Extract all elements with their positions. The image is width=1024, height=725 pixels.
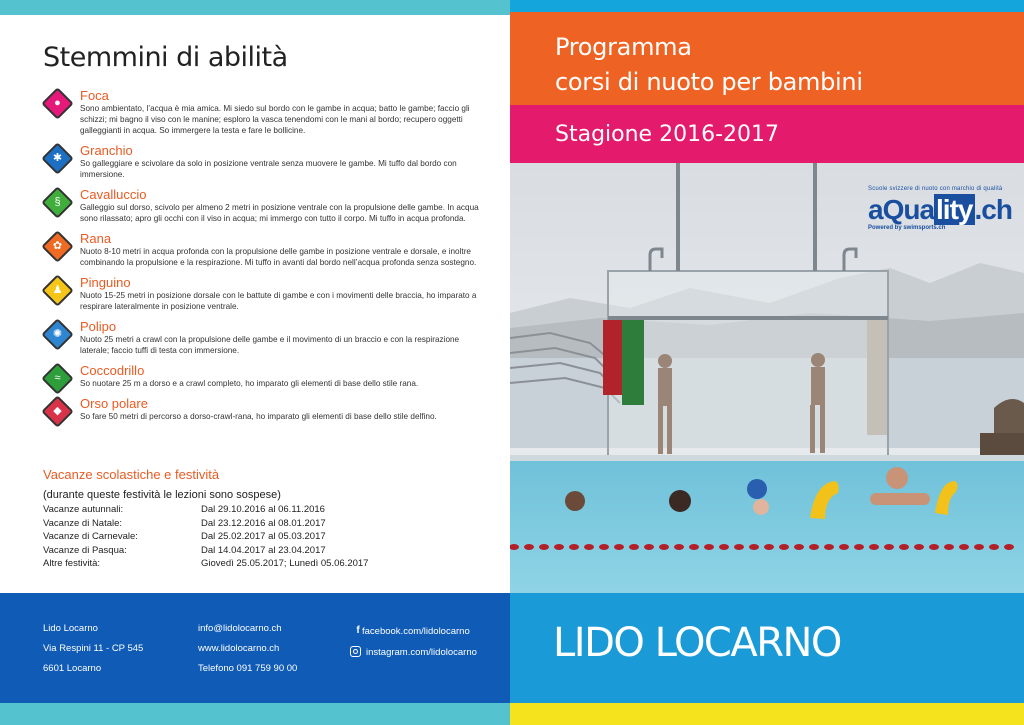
address-street: Via Respini 11 - CP 545 — [43, 643, 144, 654]
address-city: 6601 Locarno — [43, 663, 102, 674]
lane-float — [929, 544, 939, 550]
lane-float — [539, 544, 549, 550]
bottom-stripe-right — [510, 703, 1024, 725]
lane-float — [899, 544, 909, 550]
vacation-row — [43, 530, 368, 544]
pool-illustration — [510, 163, 1024, 593]
lane-float — [839, 544, 849, 550]
seahorse-icon-glyph: § — [54, 196, 61, 208]
badge-description: Nuoto 8-10 metri in acqua profonda con la propulsione delle gambe in posizione ventrale e dorsale, e inoltre combinando la propulsione e la respirazione. Mi tuffo in avanti dal bordo nell’acqua profonda senza sostegno. — [80, 247, 477, 267]
vacation-row — [43, 544, 368, 558]
lane-float — [914, 544, 924, 550]
vacation-row — [43, 557, 368, 571]
lane-float — [569, 544, 579, 550]
aquality-logo-part-c: .ch — [974, 194, 1012, 225]
bottom-stripe-left — [0, 703, 510, 725]
right-panel — [510, 0, 1024, 725]
lane-float — [584, 544, 594, 550]
octopus-icon-glyph: ✺ — [52, 328, 63, 340]
seal-icon-glyph: ● — [54, 97, 61, 109]
website-link[interactable]: www.lidolocarno.ch — [198, 643, 280, 654]
badge-name: Rana — [80, 231, 112, 246]
badge-description: So fare 50 metri di percorso a dorso-crawl-rana, ho imparato gli elementi di base dello stile delfino. — [80, 412, 437, 421]
frog-icon-glyph: ✿ — [52, 240, 63, 252]
lane-float — [854, 544, 864, 550]
phone-number: Telefono 091 759 90 00 — [198, 663, 298, 674]
lane-float — [659, 544, 669, 550]
crab-icon — [41, 142, 74, 175]
facebook-icon: f — [356, 625, 360, 636]
crocodile-icon-glyph: ≈ — [54, 372, 61, 384]
lane-float — [689, 544, 699, 550]
season-label: Stagione 2016-2017 — [555, 122, 779, 147]
contact-footer — [0, 593, 510, 703]
vacation-label: Vacanze di Carnevale: — [43, 531, 138, 542]
vacation-dates: Dal 14.04.2017 al 23.04.2017 — [201, 544, 326, 556]
badge-description: Sono ambientato, l’acqua è mia amica. Mi siedo sul bordo con le gambe in acqua; batto le gambe; faccio gli schizzi; mi bagno il viso con le manine; esploro la vasca tenendomi con le mani al bordo; recupero oggetti galleggianti in acqua. So immergere la testa e fare le bollicine. — [80, 104, 470, 135]
badge-name: Pinguino — [80, 275, 131, 290]
penguin-icon-glyph: ♟ — [52, 284, 63, 296]
vacation-dates: Dal 23.12.2016 al 08.01.2017 — [201, 517, 326, 529]
top-stripe-left — [0, 0, 510, 15]
program-title-line1: Programma — [555, 33, 692, 61]
badge-item — [40, 143, 480, 180]
vacation-dates: Giovedì 25.05.2017; Lunedì 05.06.2017 — [201, 558, 369, 569]
lane-float — [734, 544, 744, 550]
lane-float — [704, 544, 714, 550]
vacation-label: Vacanze di Pasqua: — [43, 544, 127, 556]
octopus-icon — [41, 318, 74, 351]
vacation-dates: Dal 25.02.2017 al 05.03.2017 — [201, 531, 326, 542]
aquality-logo-part-b: lity — [936, 194, 973, 225]
lane-float — [719, 544, 729, 550]
lane-float — [554, 544, 564, 550]
polar-bear-icon — [41, 395, 74, 428]
aquality-logo-part-a: aQua — [868, 194, 935, 225]
badge-description: So nuotare 25 m a dorso e a crawl completo, ho imparato gli elementi di base dello stile rana. — [80, 379, 419, 388]
badge-item — [40, 231, 480, 268]
lane-float — [989, 544, 999, 550]
lane-float — [809, 544, 819, 550]
lane-float — [944, 544, 954, 550]
lane-float — [524, 544, 534, 550]
badge-name: Foca — [80, 88, 109, 103]
lane-float — [674, 544, 684, 550]
vacation-row — [43, 517, 368, 531]
polar-bear-icon-glyph: ◆ — [53, 405, 62, 417]
badge-name: Cavalluccio — [80, 187, 147, 202]
badge-name: Granchio — [80, 143, 133, 158]
badge-item — [40, 187, 480, 224]
vacation-dates: Dal 29.10.2016 al 06.11.2016 — [201, 504, 325, 515]
seahorse-icon — [41, 186, 74, 219]
email-link[interactable]: info@lidolocarno.ch — [198, 623, 282, 634]
lane-float — [974, 544, 984, 550]
aquality-logo — [868, 194, 1012, 226]
vacation-label: Vacanze autunnali: — [43, 504, 124, 515]
lane-float — [749, 544, 759, 550]
badge-name: Polipo — [80, 319, 117, 334]
vacation-row — [43, 503, 368, 517]
penguin-icon — [41, 274, 74, 307]
badge-description: Galleggio sul dorso, scivolo per almeno 2 metri in posizione ventrale con la propulsione delle gambe. In acqua sono rilassato; apro gli occhi con il viso in acqua; mi immergo con tutto il corpo. Mi tuffo in acqua profonda. — [80, 203, 479, 223]
top-stripe-right — [510, 0, 1024, 12]
aquality-tagline: Scuole svizzere di nuoto con marchio di qualità — [868, 186, 1003, 192]
aquality-powered-by: Powered by swimsports.ch — [868, 225, 946, 231]
vacations-note: (durante queste festività le lezioni sono sospese) — [43, 489, 281, 501]
vacation-label: Vacanze di Natale: — [43, 517, 123, 529]
program-title-line2: corsi di nuoto per bambini — [555, 68, 863, 96]
seal-icon — [41, 87, 74, 120]
lane-float — [644, 544, 654, 550]
vacations-title: Vacanze scolastiche e festività — [43, 467, 220, 482]
lane-float — [779, 544, 789, 550]
lane-float — [629, 544, 639, 550]
pool-photo — [510, 163, 1024, 593]
frog-icon — [41, 230, 74, 263]
vacation-label: Altre festività: — [43, 558, 101, 569]
vacations-table — [43, 503, 368, 571]
lane-float — [824, 544, 834, 550]
address-name: Lido Locarno — [43, 623, 98, 634]
lane-float — [794, 544, 804, 550]
brand-logo: LIDO LOCARNO — [553, 620, 841, 666]
crocodile-icon — [41, 362, 74, 395]
facebook-link[interactable]: facebook.com/lidolocarno — [362, 626, 470, 637]
badge-item — [40, 319, 480, 356]
lane-float — [1004, 544, 1014, 550]
crab-icon-glyph: ✱ — [52, 152, 63, 164]
page-heading: Stemmini di abilità — [43, 42, 288, 73]
badge-description: Nuoto 25 metri a crawl con la propulsione delle gambe e il movimento di un braccio e con la respirazione laterale; faccio tuffi di testa con immersione. — [80, 335, 460, 355]
badge-item — [40, 88, 480, 136]
badge-description: So galleggiare e scivolare da solo in posizione ventrale senza muovere le gambe. Mi tuffo dal bordo con immersione. — [80, 159, 457, 179]
badge-name: Orso polare — [80, 396, 148, 411]
badge-list — [40, 88, 480, 429]
lane-float — [614, 544, 624, 550]
lane-float — [884, 544, 894, 550]
badge-item — [40, 275, 480, 312]
badge-name: Coccodrillo — [80, 363, 145, 378]
instagram-link[interactable]: instagram.com/lidolocarno — [366, 647, 477, 658]
lane-float — [599, 544, 609, 550]
instagram-icon — [350, 646, 361, 657]
lane-float — [959, 544, 969, 550]
badge-description: Nuoto 15-25 metri in posizione dorsale con le battute di gambe e con i movimenti delle braccia, ho imparato a respirare lateralmente in posizione ventrale. — [80, 291, 477, 311]
badge-item — [40, 363, 480, 389]
lane-float — [869, 544, 879, 550]
left-panel — [0, 0, 510, 725]
lane-float — [764, 544, 774, 550]
badge-item — [40, 396, 480, 422]
